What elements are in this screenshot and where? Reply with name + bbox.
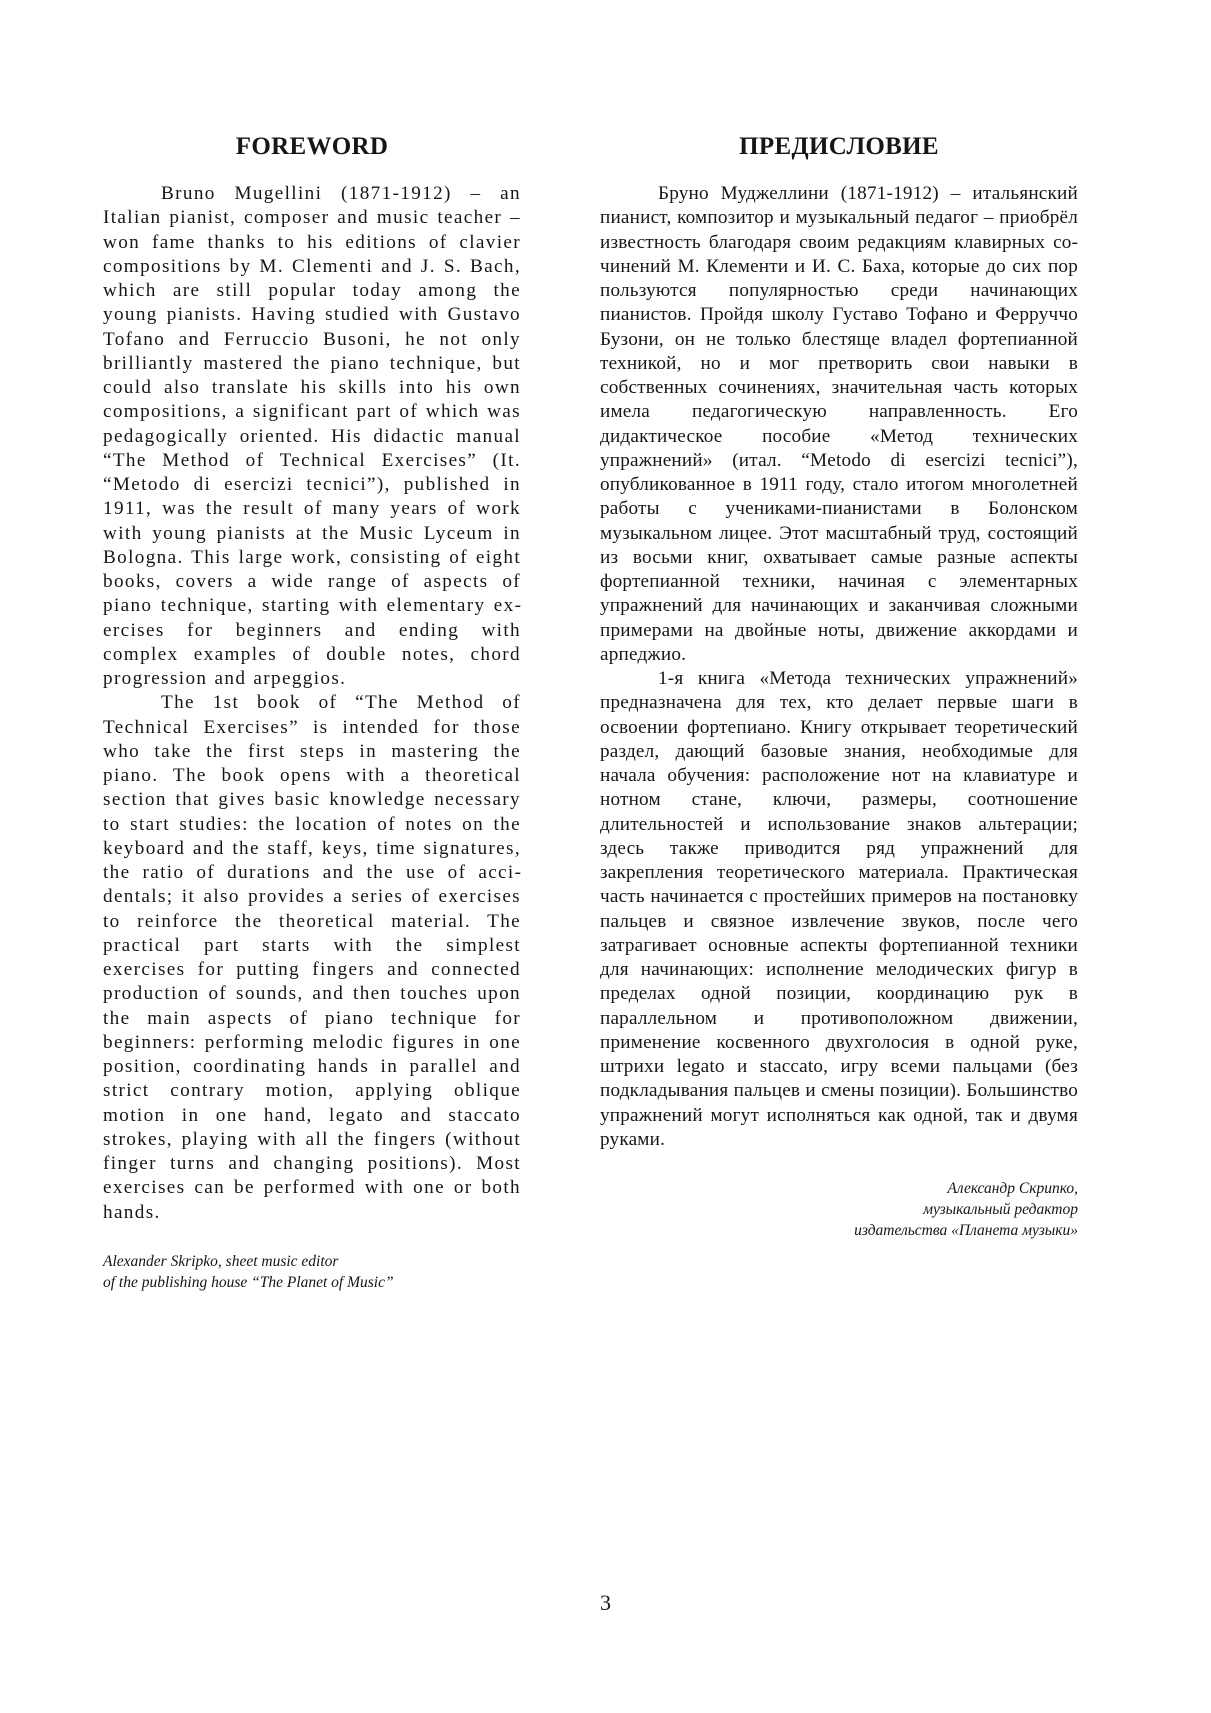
foreword-english-column — [103, 132, 521, 1293]
signature-line-2: of the publishing house “The Planet of Music” — [103, 1273, 394, 1291]
signature-line-2: музыкальный редактор — [923, 1201, 1078, 1218]
predislovie-paragraph-1: Бруно Муджеллини (1871-1912) – итальянский пианист, композитор и музыкальный педагог – приобрёл известность благодаря своим редакциям клавирных сочинений М. Клементи и И. С. Баха, которые до сих пор пользуются популярностью среди начинающих пианистов. Пройдя школу Густаво Тофано и Ферруччо Бузони, он не только блестяще владел фортепианной техникой, но и мог претворить свои навыки в собственных сочинениях, значительная часть которых имела педагогическую направленность. Его дидактическое пособие «Метод технических упражнений» (итал. “Metodo di esercizi tecnici”), опубликованное в 1911 году, стало итогом многолетней работы с учениками-пианистами в Болонском музыкальном лицее. Этот масштабный труд, состоящий из восьми книг, охватывает самые разные аспекты фортепианной техники, начиная с элементарных упражнений для начинающих и заканчивая сложными примерами на двойные ноты, движение аккордами и арпеджио. — [600, 183, 1078, 665]
foreword-paragraph-1: Bruno Mugellini (1871-1912) – an Italian pianist, composer and music teacher – won fame thanks to his editions of clavier compositions by M. Clementi and J. S. Bach, which are still popular today among the young pianists. Having studied with Gustavo Tofano and Ferruccio Busoni, he not only brilliantly mastered the piano technique, but could also translate his skills into his own compositions, a significant part of which was pedagogically oriented. His didactic manual “The Method of Technical Exercises” (It. “Metodo di esercizi tecnici”), published in 1911, was the result of many years of work with young pianists at the Music Lyceum in Bologna. This large work, consisting of eight books, covers a wide range of aspects of piano technique, starting with elementary exercises for beginners and ending with complex examples of double notes, chord progression and arpeggios. — [103, 183, 521, 689]
foreword-signature — [103, 1251, 521, 1293]
predislovie-title: ПРЕДИСЛОВИЕ — [739, 133, 939, 160]
signature-line-1: Александр Скрипко, — [947, 1180, 1078, 1197]
foreword-paragraph-2: The 1st book of “The Method of Technical Exercises” is intended for those who take the first steps in mastering the piano. The book opens with a theoretical section that gives basic knowledge necessary to start studies: the location of notes on the keyboard and the staff, keys, time signatures, the ratio of durations and the use of accidentals; it also provides a series of exercises to reinforce the theoretical material. The practical part starts with the simplest exercises for putting fingers and connected production of sounds, and then touches upon the main aspects of piano technique for beginners: performing melodic figures in one position, coordinating hands in parallel and strict contrary motion, applying oblique motion in one hand, legato and staccato strokes, playing with all the fingers (without finger turns and changing positions). Most exercises can be performed with one or both hands. — [103, 692, 521, 1223]
predislovie-signature — [600, 1178, 1078, 1241]
foreword-title: FOREWORD — [235, 133, 389, 160]
page-number: 3 — [600, 1590, 611, 1615]
signature-line-3: издательства «Планета музыки» — [854, 1222, 1078, 1239]
signature-line-1: Alexander Skripko, sheet music editor — [103, 1252, 339, 1270]
predislovie-paragraph-2: 1-я книга «Метода технических упражнений» предназначена для тех, кто делает первые шаги в освоении фортепиано. Книгу открывает теоретический раздел, дающий базовые знания, необходимые для начала обучения: расположение нот на клавиатуре и нотном стане, ключи, размеры, соотношение длительностей и использование знаков альтерации; здесь также приводится ряд упражнений для закрепления теоретического материала. Практическая часть начинается с простейших примеров на постановку пальцев и связное извлечение звуков, после чего затрагивает основные аспекты фортепианной техники для начинающих: исполнение мелодических фигур в пределах одной позиции, координацию рук в параллельном и противоположном движении, применение косвенного двухголосия в одной руке, штрихи legato и staccato, игру всеми пальцами (без подкладывания пальцев и смены позиции). Большинство упражнений могут исполняться как одной, так и двумя руками. — [600, 668, 1078, 1150]
foreword-russian-column — [600, 132, 1078, 1241]
